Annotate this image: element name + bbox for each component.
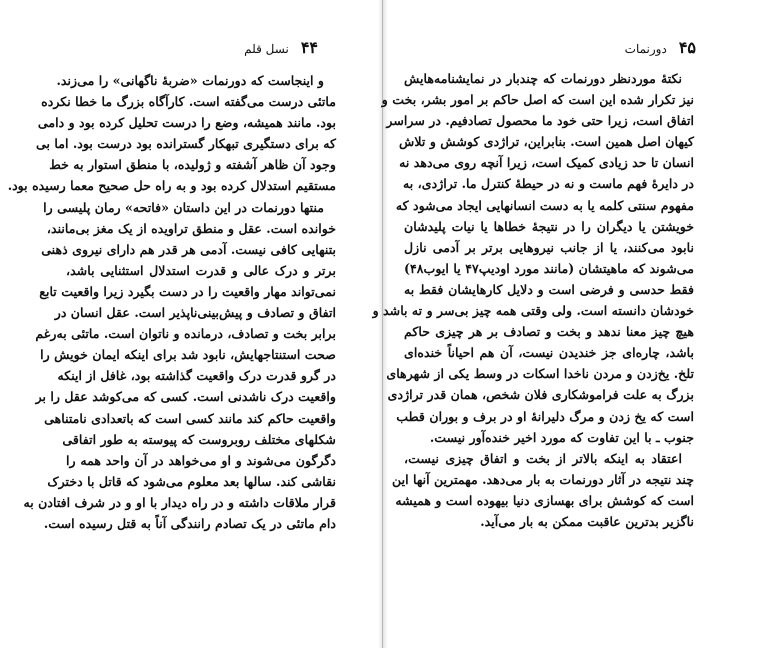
left-page-body — [7, 70, 336, 534]
text-line: می‌شوند که ماهیتشان (مانند مورد اودیپ۴۷ یا ایوب۴۸) — [404, 260, 694, 276]
right-page-number: ۴۵ — [678, 38, 696, 57]
text-line: قرار ملاقات داشته و در راه دیدار با او و در شرف افتادن به — [23, 494, 336, 510]
text-line: است که کوشش برای بهسازی دنیا بیهوده است و همیشه — [395, 492, 694, 508]
text-line: هیچ چیز معنا ندهد و بخت و تصادف بر هر چیزی حاکم — [404, 324, 694, 340]
text-line: خوانده است. عقل و منطق تراویده از یک مغز بی‌مانند، — [46, 220, 336, 236]
text-line: تلخ. یخ‌زدن و مردن ناخدا اسکات در وسط یکی از شهرهای — [386, 366, 694, 382]
text-line: منتها دورنمات در این داستان «فاتحه» رمان پلیسی را — [43, 199, 324, 215]
left-page-header — [80, 38, 318, 60]
text-line: برتر و درک عالی و قدرت استدلال استثنایی باشد، — [66, 262, 336, 278]
text-line: که برای دستگیری تبهکار گسترانده بود درست بود. اما بی — [35, 136, 336, 152]
text-line: انسان تا حد زیادی کمیک است، زیرا آنچه روی می‌دهد نه — [399, 155, 694, 171]
left-page-number: ۴۴ — [300, 38, 318, 57]
text-line: باشد، چاره‌ای جز خندیدن نیست، آن هم احیاناً خنده‌ای — [404, 345, 694, 361]
text-line: وجود آن ظاهر آشفته و ژولیده، با منطق استوار به خط — [49, 157, 336, 173]
right-running-title: دورنمات — [624, 42, 667, 56]
text-line: ناگزیر بدترین عاقبت ممکن به بار می‌آید. — [480, 513, 694, 529]
text-line: ماتئی درست می‌گفته است. کارآگاه بزرگ ما خطا نکرده — [41, 94, 336, 110]
right-page — [372, 0, 768, 648]
right-page-header — [406, 38, 696, 60]
text-line: شکلهای مختلف روبروست که پیوسته به طور اتفاقی — [62, 431, 336, 447]
text-line: مفهوم سنتی کلمه یا به دست انسانهایی ایجاد می‌شود که — [395, 197, 694, 213]
text-line: اتفاق است، زیرا حتی خود ما محصول تصادفیم. در سراسر — [386, 113, 694, 129]
text-line: خودشان دانسته است. ولی وقتی همه چیز بی‌سر و ته باشد و — [372, 303, 694, 319]
text-line: دگرگون می‌شوند و او می‌خواهد در آن واحد همه را — [66, 452, 336, 468]
text-line: کیهان اصل همین است. بنابراین، تراژدی کوشش و تلاش — [399, 134, 694, 150]
text-line: چند نتیجه در آثار دورنمات به بار می‌دهد. مهمترین آنها این — [392, 471, 694, 487]
left-page — [0, 0, 378, 648]
text-line: نیز تکرار شده این است که اصل حاکم بر امور بشر، بخت و — [381, 92, 694, 108]
text-line: دام ماتئی در یک تصادم رانندگی آناً به قتل رسیده است. — [43, 515, 336, 531]
text-line: در گرو قدرت درک واقعیت گذاشته بود، غافل از اینکه — [57, 368, 336, 384]
text-line: است که یخ زدن و مرگ دلیرانهٔ او در برف و بوران قطب — [396, 408, 694, 424]
left-running-title: نسل قلم — [244, 42, 289, 56]
text-line: بود. مانند همیشه، وضع را درست تحلیل کرده بود و دامی — [37, 115, 336, 131]
text-line: جنوب ـ با این تفاوت که مورد اخیر خنده‌آور نیست. — [429, 429, 694, 445]
text-line: نقاشی کند. سالها بعد معلوم می‌شود که قاتل با دخترک — [47, 473, 336, 489]
text-line: در دایرهٔ فهم ماست و نه در حیطهٔ کنترل ما. تراژدی، به — [403, 176, 694, 192]
text-line: نمی‌تواند مهار واقعیت را در دست بگیرد زیرا واقعیت تابع — [39, 283, 336, 299]
text-line: بزرگ به علت فراموشکاری فلان شخص، همان قدر تراژدی — [387, 387, 694, 403]
text-line: نکتهٔ موردنظر دورنمات که چندبار در نمایشنامه‌هایش — [404, 71, 682, 86]
text-line: اعتقاد به اینکه بالاتر از بخت و اتفاق چیزی نیست، — [404, 450, 682, 466]
text-line: و اینجاست که دورنمات «ضربهٔ ناگهانی» را می‌زند. — [56, 73, 324, 88]
text-line: فقط حدسی و فرضی است و دلایل کارهایشان فقط به — [404, 281, 694, 297]
text-line: اتفاق و تصادف و پیش‌بینی‌ناپذیر است. عقل انسان در — [54, 305, 336, 321]
text-line: نابود می‌کنند، یا از جانب نیروهایی برتر بر آدمی نازل — [404, 239, 694, 255]
text-line: بتنهایی کافی نیست. آدمی هر قدر هم دارای نیروی ذهنی — [41, 241, 336, 257]
text-line: خویشتن یا دیگران را در نتیجهٔ خطاها یا نیات پلیدشان — [404, 218, 694, 234]
text-line: واقعیت حاکم کند مانند کسی است که باتعدادی نامتناهی — [44, 410, 336, 426]
right-page-body — [372, 68, 694, 532]
text-line: برابر بخت و تصادف، درمانده و ناتوان است. ماتئی به‌رغم — [35, 326, 336, 342]
text-line: صحت استنتاجهایش، نابود شد برای اینکه ایمان خویش را — [40, 347, 336, 363]
text-line: واقعیت درک ناشدنی است. کسی که می‌کوشد عقل را بر — [35, 389, 336, 405]
text-line: مستقیم استدلال کرده بود و به راه حل صحیح معما رسیده بود. — [7, 178, 336, 194]
